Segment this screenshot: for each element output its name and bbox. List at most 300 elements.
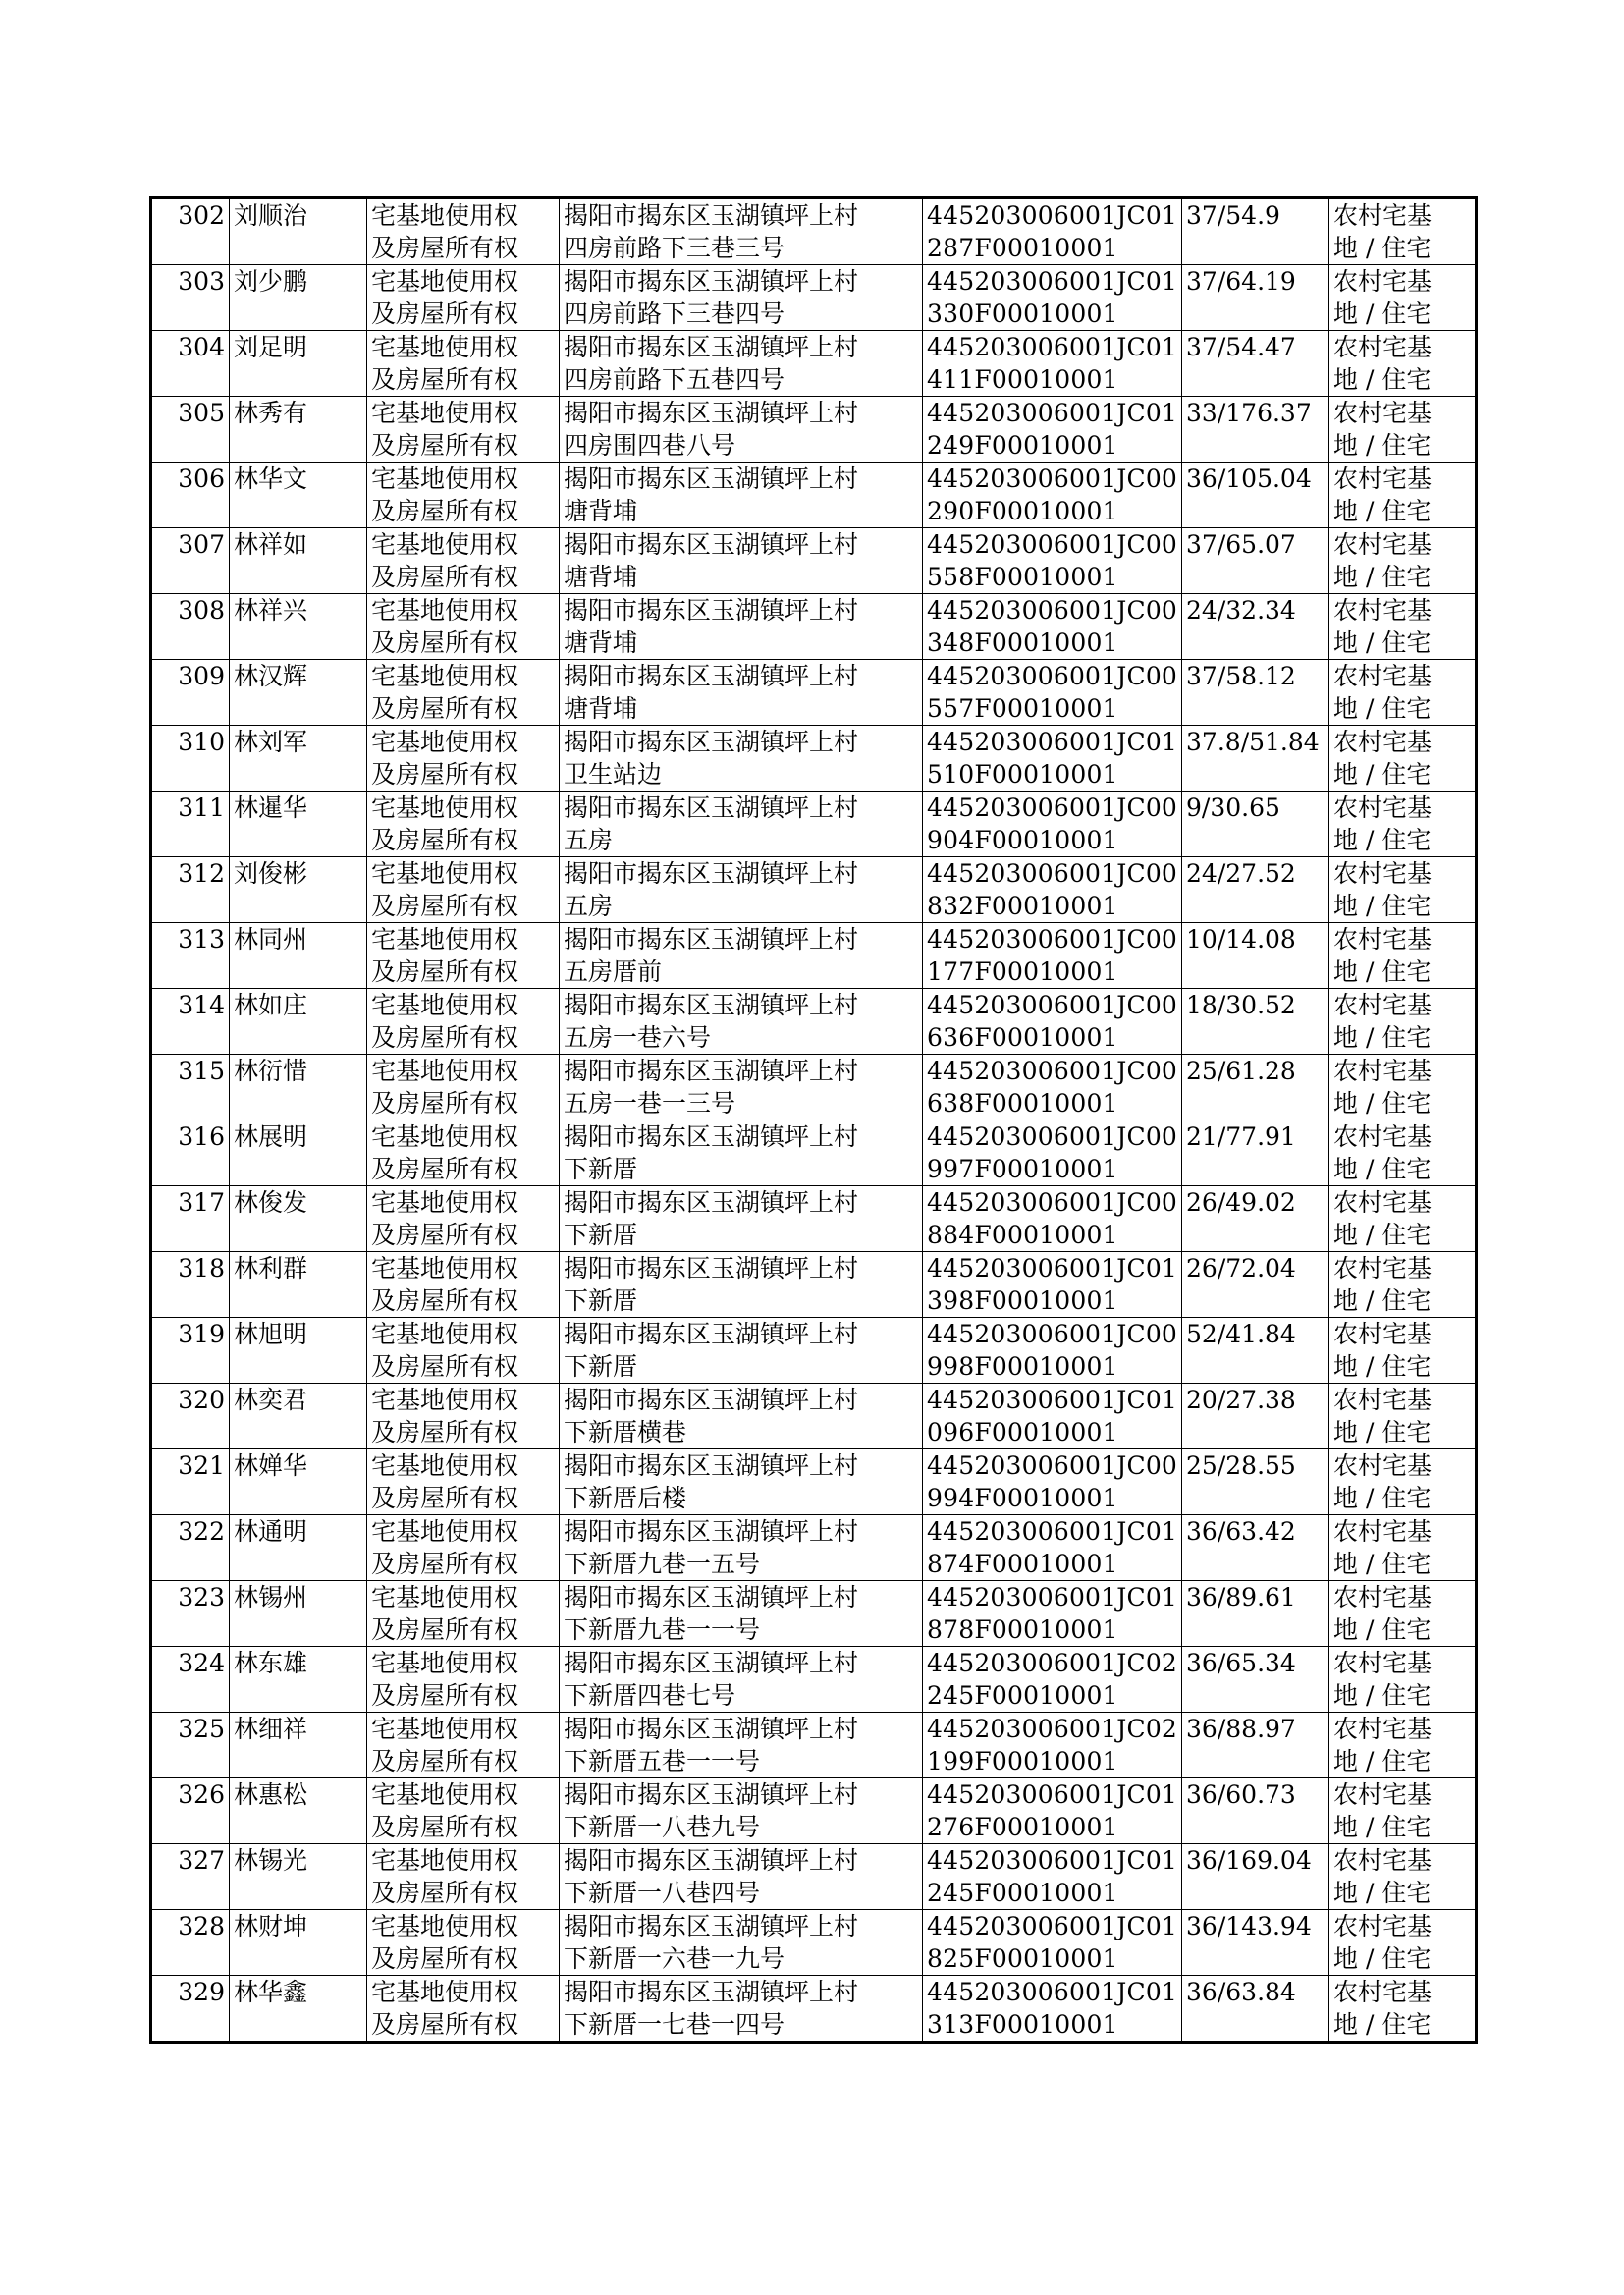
- row-number: 313: [151, 923, 230, 989]
- area-value: 37/54.47: [1182, 331, 1329, 397]
- right-type: [367, 660, 560, 726]
- unit-code-line: 997F00010001: [927, 1155, 1118, 1183]
- location-line: 揭阳市揭东区玉湖镇坪上村: [564, 464, 859, 493]
- unit-code: [923, 989, 1182, 1055]
- location-line: 下新厝五巷一一号: [564, 1747, 761, 1776]
- right-type-line: 及房屋所有权: [371, 563, 519, 591]
- unit-code-line: 245F00010001: [927, 1879, 1118, 1907]
- area-value: 37/58.12: [1182, 660, 1329, 726]
- unit-code-line: 825F00010001: [927, 1944, 1118, 1973]
- unit-code: [923, 397, 1182, 463]
- area-value: 21/77.91: [1182, 1120, 1329, 1186]
- land-use: [1329, 1055, 1477, 1120]
- land-use-line: 地 / 住宅: [1333, 431, 1432, 460]
- location-line: 卫生站边: [564, 760, 663, 789]
- row-number: 309: [151, 660, 230, 726]
- table-row: [151, 923, 1477, 989]
- location-line: 揭阳市揭东区玉湖镇坪上村: [564, 1649, 859, 1677]
- land-use-line: 农村宅基: [1333, 464, 1433, 493]
- unit-code-line: 445203006001JC00: [927, 925, 1178, 954]
- unit-code-line: 330F00010001: [927, 300, 1118, 328]
- unit-code-line: 445203006001JC01: [927, 201, 1178, 230]
- unit-code-line: 445203006001JC01: [927, 1386, 1178, 1414]
- land-use-line: 地 / 住宅: [1333, 1615, 1432, 1644]
- right-type-line: 及房屋所有权: [371, 694, 519, 723]
- land-use: [1329, 397, 1477, 463]
- unit-code-line: 177F00010001: [927, 957, 1118, 986]
- right-type-line: 宅基地使用权: [371, 333, 519, 361]
- location: [560, 660, 923, 726]
- area-value: 37/54.9: [1182, 198, 1329, 265]
- right-type: [367, 1515, 560, 1581]
- land-use: [1329, 660, 1477, 726]
- unit-code: [923, 1055, 1182, 1120]
- right-type-line: 及房屋所有权: [371, 431, 519, 460]
- table-row: [151, 989, 1477, 1055]
- land-use-line: 地 / 住宅: [1333, 892, 1432, 920]
- owner-name: 林锡州: [230, 1581, 367, 1647]
- location-line: 下新厝九巷一五号: [564, 1550, 761, 1578]
- right-type-line: 及房屋所有权: [371, 826, 519, 854]
- location-line: 揭阳市揭东区玉湖镇坪上村: [564, 1978, 859, 2006]
- land-use-line: 地 / 住宅: [1333, 694, 1432, 723]
- unit-code-line: 445203006001JC00: [927, 1188, 1178, 1217]
- unit-code: [923, 1713, 1182, 1778]
- right-type-line: 宅基地使用权: [371, 728, 519, 756]
- location: [560, 1318, 923, 1384]
- unit-code: [923, 1384, 1182, 1449]
- unit-code: [923, 198, 1182, 265]
- table-row: [151, 528, 1477, 594]
- unit-code: [923, 528, 1182, 594]
- land-use: [1329, 463, 1477, 528]
- land-use-line: 地 / 住宅: [1333, 300, 1432, 328]
- unit-code-line: 445203006001JC00: [927, 662, 1178, 690]
- unit-code: [923, 331, 1182, 397]
- right-type-line: 及房屋所有权: [371, 760, 519, 789]
- area-value: 33/176.37: [1182, 397, 1329, 463]
- location: [560, 1515, 923, 1581]
- area-value: 25/61.28: [1182, 1055, 1329, 1120]
- owner-name: 林旭明: [230, 1318, 367, 1384]
- right-type-line: 及房屋所有权: [371, 1418, 519, 1447]
- unit-code: [923, 1515, 1182, 1581]
- owner-name: 林婵华: [230, 1449, 367, 1515]
- table-row: [151, 1186, 1477, 1252]
- right-type-line: 及房屋所有权: [371, 234, 519, 262]
- owner-name: 林华鑫: [230, 1976, 367, 2043]
- right-type-line: 宅基地使用权: [371, 1846, 519, 1875]
- location: [560, 1844, 923, 1910]
- owner-name: 林汉辉: [230, 660, 367, 726]
- location-line: 塘背埔: [564, 563, 638, 591]
- area-value: 36/63.84: [1182, 1976, 1329, 2043]
- unit-code-line: 276F00010001: [927, 1813, 1118, 1841]
- unit-code-line: 445203006001JC01: [927, 1780, 1178, 1809]
- unit-code-line: 445203006001JC01: [927, 1978, 1178, 2006]
- land-use: [1329, 726, 1477, 792]
- area-value: 26/72.04: [1182, 1252, 1329, 1318]
- land-use-line: 地 / 住宅: [1333, 760, 1432, 789]
- owner-name: 林衍惜: [230, 1055, 367, 1120]
- area-value: 24/27.52: [1182, 857, 1329, 923]
- location-line: 揭阳市揭东区玉湖镇坪上村: [564, 1254, 859, 1283]
- right-type-line: 宅基地使用权: [371, 1715, 519, 1743]
- right-type: [367, 1120, 560, 1186]
- unit-code: [923, 792, 1182, 857]
- row-number: 312: [151, 857, 230, 923]
- owner-name: 林财坤: [230, 1910, 367, 1976]
- table-row: [151, 1120, 1477, 1186]
- unit-code-line: 245F00010001: [927, 1681, 1118, 1710]
- unit-code-line: 445203006001JC02: [927, 1715, 1178, 1743]
- location-line: 下新厝一七巷一四号: [564, 2010, 785, 2039]
- area-value: 37/65.07: [1182, 528, 1329, 594]
- area-value: 24/32.34: [1182, 594, 1329, 660]
- right-type-line: 宅基地使用权: [371, 925, 519, 954]
- land-use-line: 农村宅基: [1333, 333, 1433, 361]
- table-row: [151, 397, 1477, 463]
- table-row: [151, 1778, 1477, 1844]
- location: [560, 265, 923, 331]
- area-value: 20/27.38: [1182, 1384, 1329, 1449]
- land-use-line: 地 / 住宅: [1333, 1286, 1432, 1315]
- land-use-line: 农村宅基: [1333, 201, 1433, 230]
- land-use: [1329, 1120, 1477, 1186]
- owner-name: 刘顺治: [230, 198, 367, 265]
- unit-code: [923, 1581, 1182, 1647]
- row-number: 319: [151, 1318, 230, 1384]
- unit-code-line: 445203006001JC00: [927, 793, 1178, 822]
- location: [560, 331, 923, 397]
- owner-name: 林同州: [230, 923, 367, 989]
- location: [560, 989, 923, 1055]
- right-type-line: 宅基地使用权: [371, 267, 519, 296]
- right-type: [367, 1910, 560, 1976]
- area-value: 36/169.04: [1182, 1844, 1329, 1910]
- right-type: [367, 857, 560, 923]
- land-use: [1329, 1186, 1477, 1252]
- land-use-line: 农村宅基: [1333, 859, 1433, 888]
- unit-code-line: 445203006001JC00: [927, 1320, 1178, 1348]
- land-use-line: 农村宅基: [1333, 1451, 1433, 1480]
- location-line: 四房前路下三巷四号: [564, 300, 785, 328]
- land-use-line: 地 / 住宅: [1333, 1155, 1432, 1183]
- unit-code-line: 510F00010001: [927, 760, 1118, 789]
- location-line: 揭阳市揭东区玉湖镇坪上村: [564, 333, 859, 361]
- right-type: [367, 1778, 560, 1844]
- row-number: 317: [151, 1186, 230, 1252]
- location: [560, 1252, 923, 1318]
- right-type-line: 及房屋所有权: [371, 892, 519, 920]
- location-line: 揭阳市揭东区玉湖镇坪上村: [564, 596, 859, 625]
- land-use: [1329, 1713, 1477, 1778]
- land-use-line: 农村宅基: [1333, 1715, 1433, 1743]
- right-type-line: 及房屋所有权: [371, 1352, 519, 1381]
- location-line: 下新厝: [564, 1155, 638, 1183]
- location-line: 四房前路下三巷三号: [564, 234, 785, 262]
- table-row: [151, 198, 1477, 265]
- land-use-line: 农村宅基: [1333, 1254, 1433, 1283]
- row-number: 311: [151, 792, 230, 857]
- location-line: 揭阳市揭东区玉湖镇坪上村: [564, 201, 859, 230]
- land-use-line: 地 / 住宅: [1333, 1484, 1432, 1512]
- right-type: [367, 1581, 560, 1647]
- location: [560, 1581, 923, 1647]
- registration-table: [149, 196, 1478, 2044]
- land-use-line: 农村宅基: [1333, 662, 1433, 690]
- table-row: [151, 1384, 1477, 1449]
- unit-code-line: 290F00010001: [927, 497, 1118, 525]
- land-use: [1329, 1252, 1477, 1318]
- land-use-line: 地 / 住宅: [1333, 1747, 1432, 1776]
- unit-code-line: 445203006001JC00: [927, 1122, 1178, 1151]
- unit-code-line: 558F00010001: [927, 563, 1118, 591]
- unit-code-line: 445203006001JC01: [927, 1846, 1178, 1875]
- location: [560, 1384, 923, 1449]
- unit-code: [923, 1647, 1182, 1713]
- owner-name: 林惠松: [230, 1778, 367, 1844]
- unit-code-line: 445203006001JC01: [927, 1583, 1178, 1612]
- land-use-line: 农村宅基: [1333, 991, 1433, 1019]
- table-row: [151, 660, 1477, 726]
- location-line: 揭阳市揭东区玉湖镇坪上村: [564, 1583, 859, 1612]
- unit-code-line: 832F00010001: [927, 892, 1118, 920]
- land-use: [1329, 792, 1477, 857]
- location: [560, 1910, 923, 1976]
- land-use: [1329, 1844, 1477, 1910]
- owner-name: 林奕君: [230, 1384, 367, 1449]
- area-value: 36/105.04: [1182, 463, 1329, 528]
- owner-name: 林东雄: [230, 1647, 367, 1713]
- land-use-line: 地 / 住宅: [1333, 826, 1432, 854]
- location-line: 下新厝一六巷一九号: [564, 1944, 785, 1973]
- location: [560, 857, 923, 923]
- unit-code-line: 398F00010001: [927, 1286, 1118, 1315]
- land-use-line: 地 / 住宅: [1333, 1550, 1432, 1578]
- land-use-line: 农村宅基: [1333, 728, 1433, 756]
- location: [560, 923, 923, 989]
- right-type-line: 及房屋所有权: [371, 1681, 519, 1710]
- right-type-line: 及房屋所有权: [371, 1944, 519, 1973]
- right-type-line: 宅基地使用权: [371, 1254, 519, 1283]
- area-value: 10/14.08: [1182, 923, 1329, 989]
- right-type: [367, 1384, 560, 1449]
- location: [560, 528, 923, 594]
- location: [560, 792, 923, 857]
- row-number: 305: [151, 397, 230, 463]
- location-line: 四房围四巷八号: [564, 431, 736, 460]
- right-type: [367, 265, 560, 331]
- land-use-line: 地 / 住宅: [1333, 1089, 1432, 1118]
- land-use-line: 地 / 住宅: [1333, 2010, 1432, 2039]
- unit-code: [923, 726, 1182, 792]
- owner-name: 刘足明: [230, 331, 367, 397]
- land-use: [1329, 1976, 1477, 2043]
- unit-code: [923, 594, 1182, 660]
- right-type-line: 宅基地使用权: [371, 1517, 519, 1546]
- location-line: 塘背埔: [564, 694, 638, 723]
- table-body: [151, 198, 1477, 2043]
- land-use-line: 地 / 住宅: [1333, 1813, 1432, 1841]
- table-row: [151, 1910, 1477, 1976]
- right-type-line: 宅基地使用权: [371, 1057, 519, 1085]
- unit-code-line: 998F00010001: [927, 1352, 1118, 1381]
- location: [560, 1449, 923, 1515]
- location: [560, 463, 923, 528]
- right-type: [367, 1186, 560, 1252]
- land-use: [1329, 857, 1477, 923]
- row-number: 323: [151, 1581, 230, 1647]
- table-row: [151, 1647, 1477, 1713]
- unit-code-line: 445203006001JC01: [927, 333, 1178, 361]
- owner-name: 林华文: [230, 463, 367, 528]
- unit-code-line: 994F00010001: [927, 1484, 1118, 1512]
- unit-code: [923, 1910, 1182, 1976]
- unit-code-line: 445203006001JC01: [927, 1254, 1178, 1283]
- unit-code-line: 445203006001JC00: [927, 1057, 1178, 1085]
- unit-code-line: 445203006001JC00: [927, 859, 1178, 888]
- area-value: 36/89.61: [1182, 1581, 1329, 1647]
- right-type-line: 及房屋所有权: [371, 1221, 519, 1249]
- area-value: 36/60.73: [1182, 1778, 1329, 1844]
- unit-code-line: 557F00010001: [927, 694, 1118, 723]
- area-value: 36/65.34: [1182, 1647, 1329, 1713]
- row-number: 310: [151, 726, 230, 792]
- land-use-line: 农村宅基: [1333, 1188, 1433, 1217]
- table-row: [151, 857, 1477, 923]
- row-number: 318: [151, 1252, 230, 1318]
- right-type-line: 及房屋所有权: [371, 1879, 519, 1907]
- location-line: 下新厝: [564, 1221, 638, 1249]
- unit-code-line: 445203006001JC00: [927, 1451, 1178, 1480]
- land-use-line: 地 / 住宅: [1333, 365, 1432, 394]
- unit-code-line: 445203006001JC00: [927, 464, 1178, 493]
- land-use-line: 地 / 住宅: [1333, 1944, 1432, 1973]
- owner-name: 林俊发: [230, 1186, 367, 1252]
- unit-code-line: 445203006001JC00: [927, 991, 1178, 1019]
- location-line: 揭阳市揭东区玉湖镇坪上村: [564, 793, 859, 822]
- right-type-line: 及房屋所有权: [371, 1550, 519, 1578]
- location-line: 下新厝一八巷九号: [564, 1813, 761, 1841]
- location-line: 揭阳市揭东区玉湖镇坪上村: [564, 399, 859, 427]
- location-line: 五房厝前: [564, 957, 663, 986]
- location: [560, 1976, 923, 2043]
- location-line: 五房一巷六号: [564, 1023, 712, 1052]
- land-use-line: 农村宅基: [1333, 399, 1433, 427]
- location-line: 揭阳市揭东区玉湖镇坪上村: [564, 530, 859, 559]
- right-type: [367, 528, 560, 594]
- unit-code-line: 445203006001JC01: [927, 1912, 1178, 1940]
- land-use: [1329, 1581, 1477, 1647]
- right-type-line: 宅基地使用权: [371, 1320, 519, 1348]
- land-use-line: 地 / 住宅: [1333, 1879, 1432, 1907]
- row-number: 315: [151, 1055, 230, 1120]
- right-type: [367, 1844, 560, 1910]
- table-row: [151, 1449, 1477, 1515]
- unit-code-line: 636F00010001: [927, 1023, 1118, 1052]
- unit-code-line: 249F00010001: [927, 431, 1118, 460]
- row-number: 324: [151, 1647, 230, 1713]
- unit-code-line: 445203006001JC02: [927, 1649, 1178, 1677]
- owner-name: 林展明: [230, 1120, 367, 1186]
- location-line: 揭阳市揭东区玉湖镇坪上村: [564, 1057, 859, 1085]
- location: [560, 594, 923, 660]
- unit-code-line: 445203006001JC01: [927, 267, 1178, 296]
- unit-code: [923, 1778, 1182, 1844]
- land-use-line: 地 / 住宅: [1333, 957, 1432, 986]
- land-use-line: 农村宅基: [1333, 1517, 1433, 1546]
- table-row: [151, 1318, 1477, 1384]
- unit-code: [923, 1976, 1182, 2043]
- location-line: 揭阳市揭东区玉湖镇坪上村: [564, 1780, 859, 1809]
- location-line: 下新厝四巷七号: [564, 1681, 736, 1710]
- right-type: [367, 594, 560, 660]
- land-use: [1329, 1778, 1477, 1844]
- owner-name: 刘少鹏: [230, 265, 367, 331]
- table-row: [151, 726, 1477, 792]
- right-type: [367, 1976, 560, 2043]
- area-value: 18/30.52: [1182, 989, 1329, 1055]
- land-use-line: 地 / 住宅: [1333, 1352, 1432, 1381]
- location-line: 五房: [564, 826, 614, 854]
- land-use-line: 农村宅基: [1333, 530, 1433, 559]
- unit-code-line: 878F00010001: [927, 1615, 1118, 1644]
- area-value: 36/143.94: [1182, 1910, 1329, 1976]
- land-use-line: 农村宅基: [1333, 1583, 1433, 1612]
- owner-name: 林暹华: [230, 792, 367, 857]
- land-use-line: 农村宅基: [1333, 1386, 1433, 1414]
- table-row: [151, 265, 1477, 331]
- area-value: 37/64.19: [1182, 265, 1329, 331]
- location: [560, 1647, 923, 1713]
- right-type: [367, 1318, 560, 1384]
- right-type: [367, 1449, 560, 1515]
- land-use-line: 农村宅基: [1333, 1846, 1433, 1875]
- unit-code-line: 445203006001JC01: [927, 399, 1178, 427]
- unit-code: [923, 1252, 1182, 1318]
- area-value: 25/28.55: [1182, 1449, 1329, 1515]
- land-use: [1329, 989, 1477, 1055]
- row-number: 316: [151, 1120, 230, 1186]
- owner-name: 刘俊彬: [230, 857, 367, 923]
- land-use-line: 地 / 住宅: [1333, 628, 1432, 657]
- table-row: [151, 1055, 1477, 1120]
- land-use-line: 农村宅基: [1333, 1122, 1433, 1151]
- unit-code-line: 445203006001JC00: [927, 530, 1178, 559]
- table-row: [151, 594, 1477, 660]
- land-use-line: 地 / 住宅: [1333, 497, 1432, 525]
- land-use-line: 农村宅基: [1333, 1780, 1433, 1809]
- right-type-line: 宅基地使用权: [371, 1188, 519, 1217]
- location-line: 塘背埔: [564, 497, 638, 525]
- land-use: [1329, 1515, 1477, 1581]
- land-use: [1329, 594, 1477, 660]
- owner-name: 林通明: [230, 1515, 367, 1581]
- right-type-line: 及房屋所有权: [371, 628, 519, 657]
- land-use: [1329, 1449, 1477, 1515]
- right-type-line: 宅基地使用权: [371, 1912, 519, 1940]
- location: [560, 198, 923, 265]
- unit-code: [923, 265, 1182, 331]
- unit-code-line: 411F00010001: [927, 365, 1118, 394]
- location: [560, 1120, 923, 1186]
- owner-name: 林锡光: [230, 1844, 367, 1910]
- row-number: 321: [151, 1449, 230, 1515]
- right-type-line: 宅基地使用权: [371, 1649, 519, 1677]
- right-type-line: 宅基地使用权: [371, 201, 519, 230]
- right-type-line: 及房屋所有权: [371, 2010, 519, 2039]
